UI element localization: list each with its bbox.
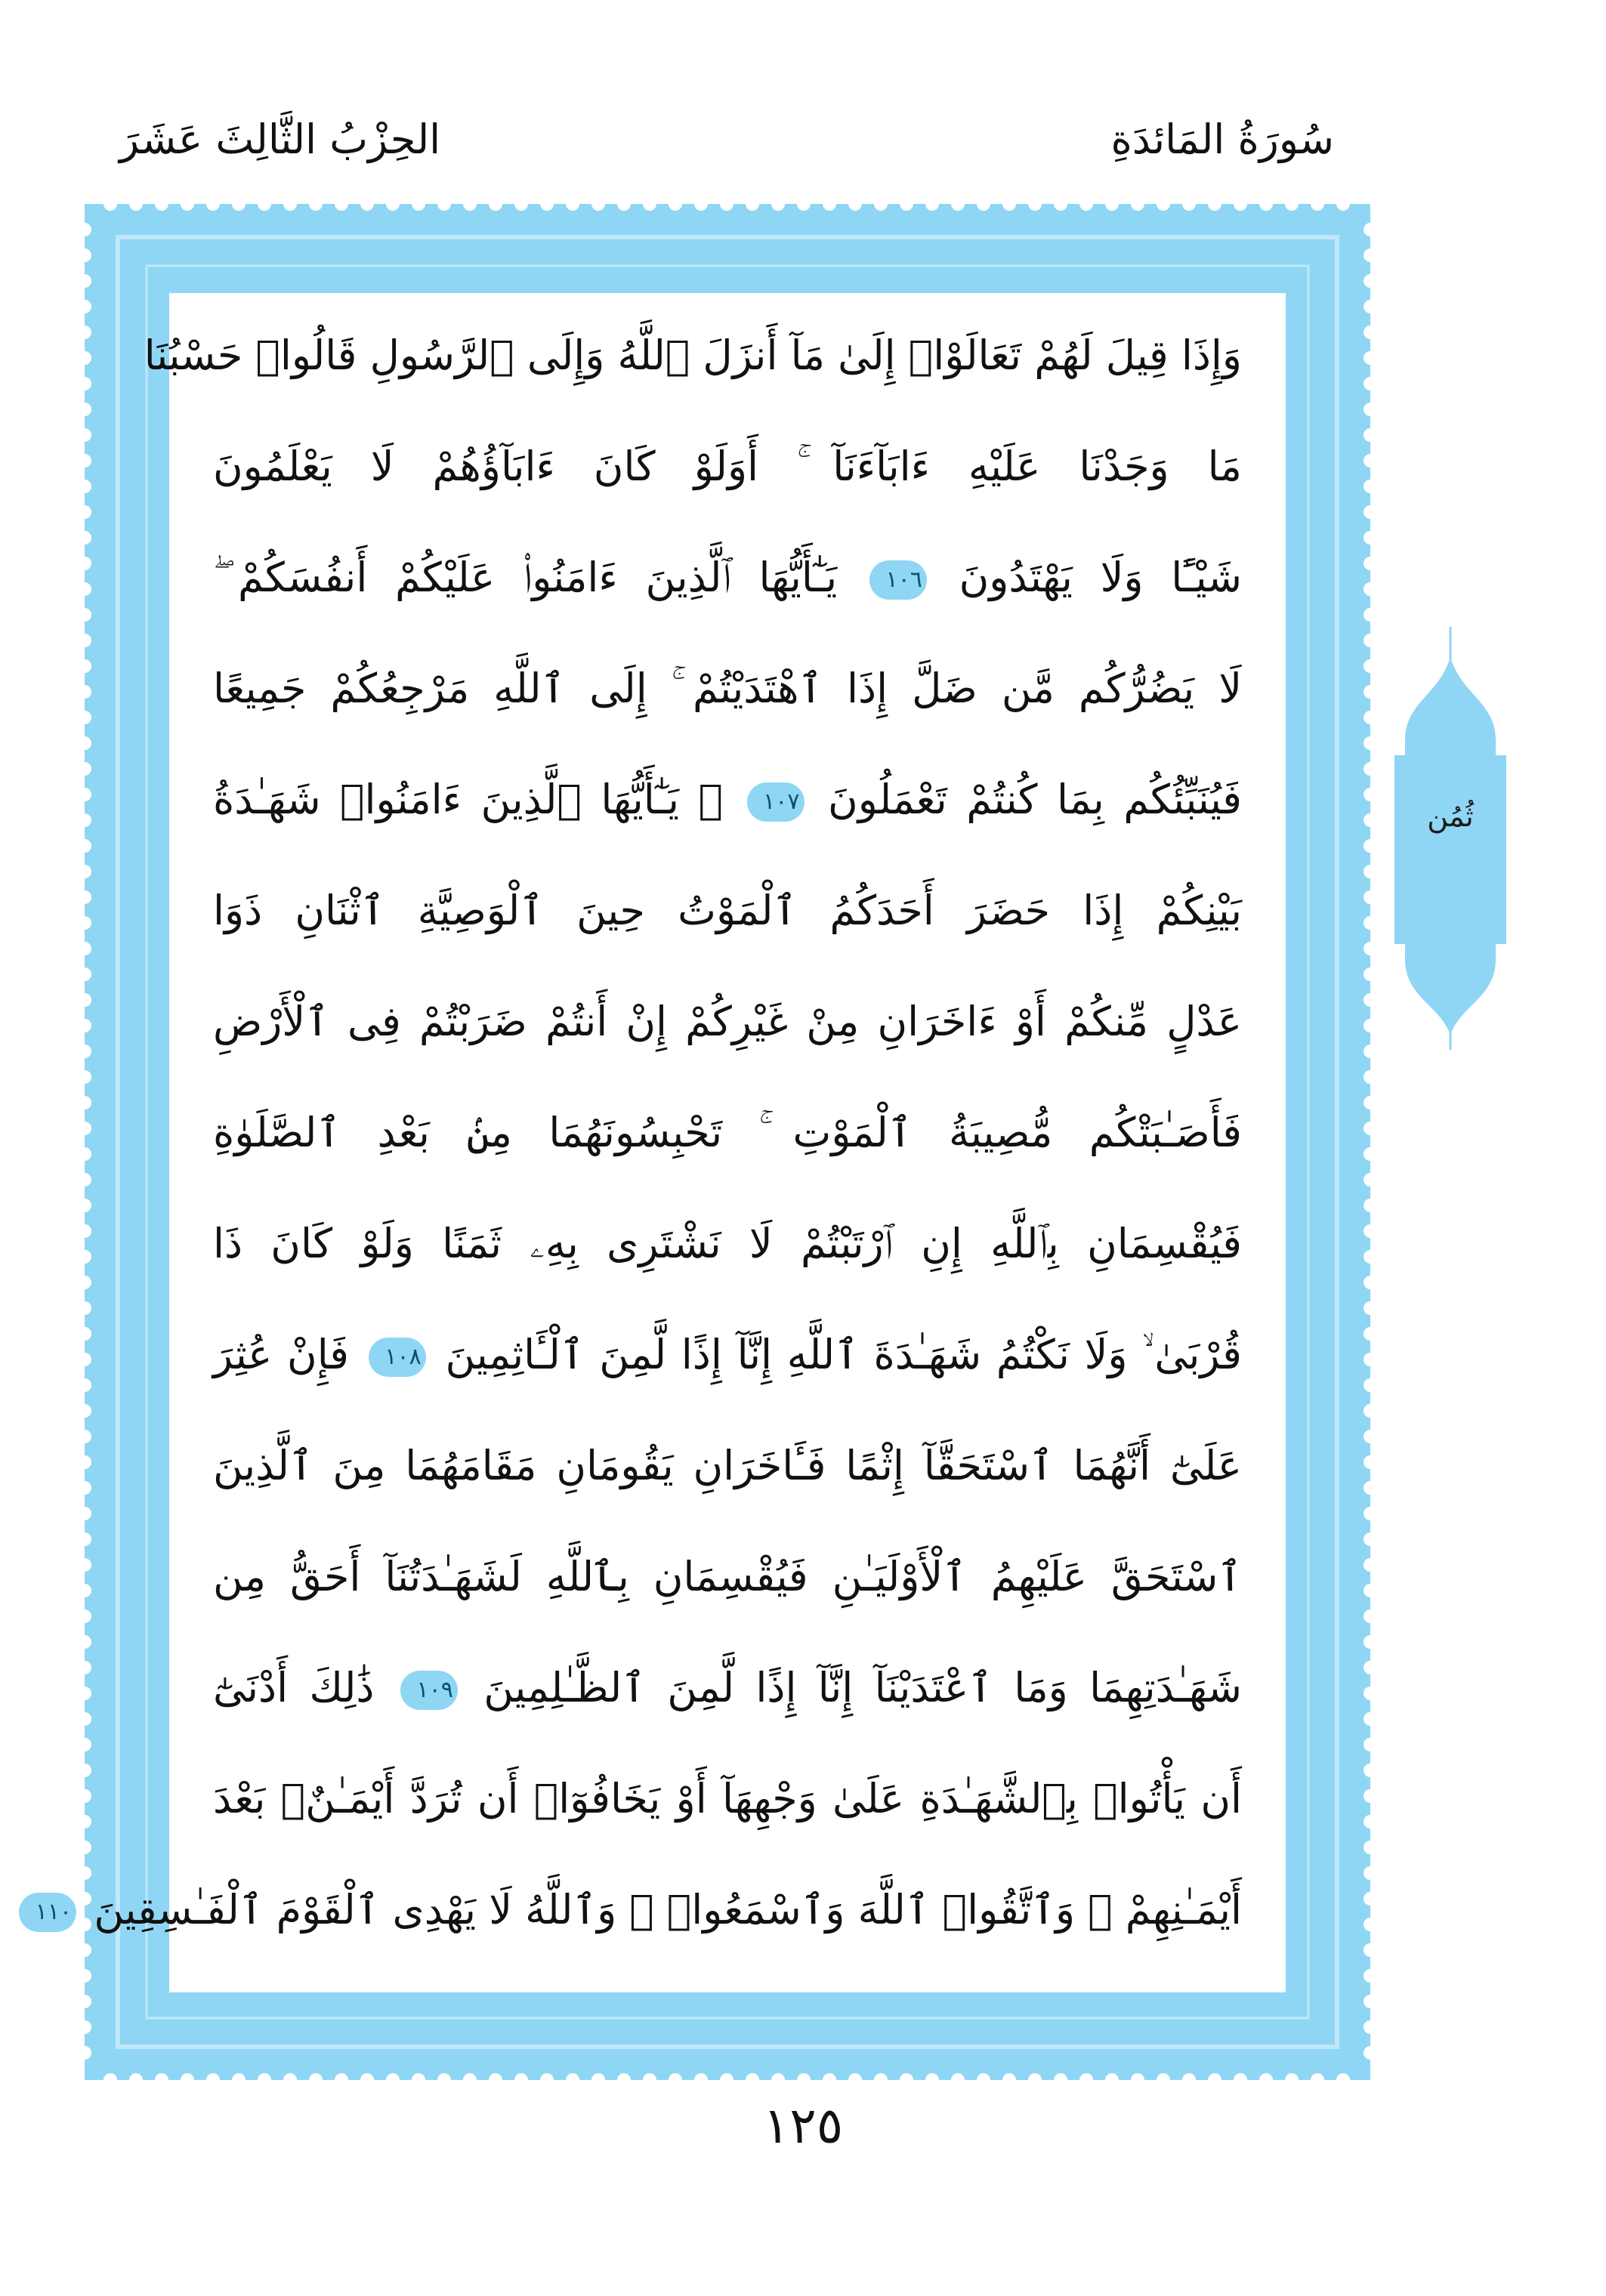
verse-line <box>213 1535 1242 1619</box>
thumun-label: ثُمُن <box>1427 800 1474 833</box>
verse-text: شَهَـٰدَتِهِمَا وَمَا ٱعْتَدَيْنَآ إِنَّآ إِذًا لَّمِنَ ٱلظَّـٰلِمِينَ <box>483 1664 1242 1711</box>
verse-text: فَإِنْ عُثِرَ <box>213 1331 349 1378</box>
ayah-number-marker: ١٠٧ <box>747 782 805 822</box>
verse-text: عَلَىٰٓ أَنَّهُمَا ٱسْتَحَقَّآ إِثْمًا فَـَٔاخَرَانِ يَقُومَانِ مَقَامَهُمَا مِنَ ٱلَّذِينَ <box>213 1442 1242 1489</box>
verse-line <box>213 980 1242 1063</box>
verse-text: ذَٰلِكَ أَدْنَىٰٓ <box>213 1664 375 1711</box>
verse-text: مَا وَجَدْنَا عَلَيْهِ ءَابَآءَنَآ ۚ أَوَلَوْ كَانَ ءَابَآؤُهُمْ لَا يَعْلَمُونَ <box>213 443 1242 490</box>
verse-line <box>213 1424 1242 1508</box>
verse-text: قُرْبَىٰ ۙ وَلَا نَكْتُمُ شَهَـٰدَةَ ٱللَّهِ إِنَّآ إِذًا لَّمِنَ ٱلْـَٔاثِمِينَ <box>445 1331 1242 1378</box>
verse-text: فَيُقْسِمَانِ بِٱللَّهِ إِنِ ٱرْتَبْتُمْ لَا نَشْتَرِى بِهِۦ ثَمَنًا وَلَوْ كَانَ ذَا <box>213 1220 1242 1267</box>
ayah-number-marker: ١٠٦ <box>869 560 927 600</box>
verse-text-panel <box>35 293 1286 1992</box>
verse-text: يَـٰٓأَيُّهَا ٱلَّذِينَ ءَامَنُوا۟ عَلَيْكُمْ أَنفُسَكُمْ ۖ <box>213 554 838 601</box>
verse-line <box>35 1869 1242 1952</box>
verse-line <box>213 758 1242 841</box>
verse-text: لَا يَضُرُّكُم مَّن ضَلَّ إِذَا ٱهْتَدَيْتُمْ ۚ إِلَى ٱللَّهِ مَرْجِعُكُمْ جَمِيعًا <box>213 665 1242 712</box>
ayah-number-marker: ١٠٩ <box>400 1671 458 1710</box>
verse-text: ٱسْتَحَقَّ عَلَيْهِمُ ٱلْأَوْلَيَـٰنِ فَيُقْسِمَانِ بِٱللَّهِ لَشَهَـٰدَتُنَآ أَحَقُّ مِن <box>213 1553 1242 1600</box>
verse-line <box>213 536 1242 619</box>
verse-text: عَدْلٍ مِّنكُمْ أَوْ ءَاخَرَانِ مِنْ غَيْرِكُمْ إِنْ أَنتُمْ ضَرَبْتُمْ فِى ٱلْأَرْضِ <box>213 998 1242 1045</box>
verse-line <box>144 314 1242 397</box>
verse-line <box>213 1091 1242 1174</box>
verse-text: شَيْـًٔا وَلَا يَهْتَدُونَ <box>959 554 1243 601</box>
header-hizb-label: الحِزْبُ الثَّالِثَ عَشَرَ <box>119 116 441 163</box>
verse-text: وَإِذَا قِيلَ لَهُمْ تَعَالَوْا۟ إِلَىٰ مَآ أَنزَلَ ٱللَّهُ وَإِلَى ٱلرَّسُولِ قَالُوا۟ حَسْبُنَا <box>144 332 1242 379</box>
verse-line <box>213 425 1242 508</box>
ayah-number-marker: ١١٠ <box>19 1893 76 1932</box>
verse-line <box>213 869 1242 952</box>
header-surah-name: سُورَةُ المَائدَةِ <box>1110 116 1334 163</box>
verse-line <box>213 1313 1242 1396</box>
verse-line <box>213 1757 1242 1841</box>
verse-text: ۞ يَـٰٓأَيُّهَا ٱلَّذِينَ ءَامَنُوا۟ شَهَـٰدَةُ <box>213 776 723 823</box>
page-number: ١٢٥ <box>762 2097 844 2155</box>
ayah-number-marker: ١٠٨ <box>369 1338 426 1377</box>
verse-text: بَيْنِكُمْ إِذَا حَضَرَ أَحَدَكُمُ ٱلْمَوْتُ حِينَ ٱلْوَصِيَّةِ ٱثْنَانِ ذَوَا <box>213 887 1242 934</box>
verse-line <box>213 1202 1242 1285</box>
verse-text: أَن يَأْتُوا۟ بِٱلشَّهَـٰدَةِ عَلَىٰ وَجْهِهَآ أَوْ يَخَافُوٓا۟ أَن تُرَدَّ أَيْمَـٰنٌۢ بَعْدَ <box>213 1775 1242 1822</box>
verse-line <box>213 647 1242 730</box>
verse-text: فَيُنَبِّئُكُم بِمَا كُنتُمْ تَعْمَلُونَ <box>828 776 1242 823</box>
verse-text: أَيْمَـٰنِهِمْ ۗ وَٱتَّقُوا۟ ٱللَّهَ وَٱسْمَعُوا۟ ۗ وَٱللَّهُ لَا يَهْدِى ٱلْقَوْمَ ٱلْفَـٰسِقِينَ <box>94 1886 1242 1933</box>
verse-line <box>213 1646 1242 1730</box>
verse-text: فَأَصَـٰبَتْكُم مُّصِيبَةُ ٱلْمَوْتِ ۚ تَحْبِسُونَهُمَا مِنۢ بَعْدِ ٱلصَّلَوٰةِ <box>213 1109 1242 1156</box>
thumun-marker-badge <box>1390 627 1511 1050</box>
